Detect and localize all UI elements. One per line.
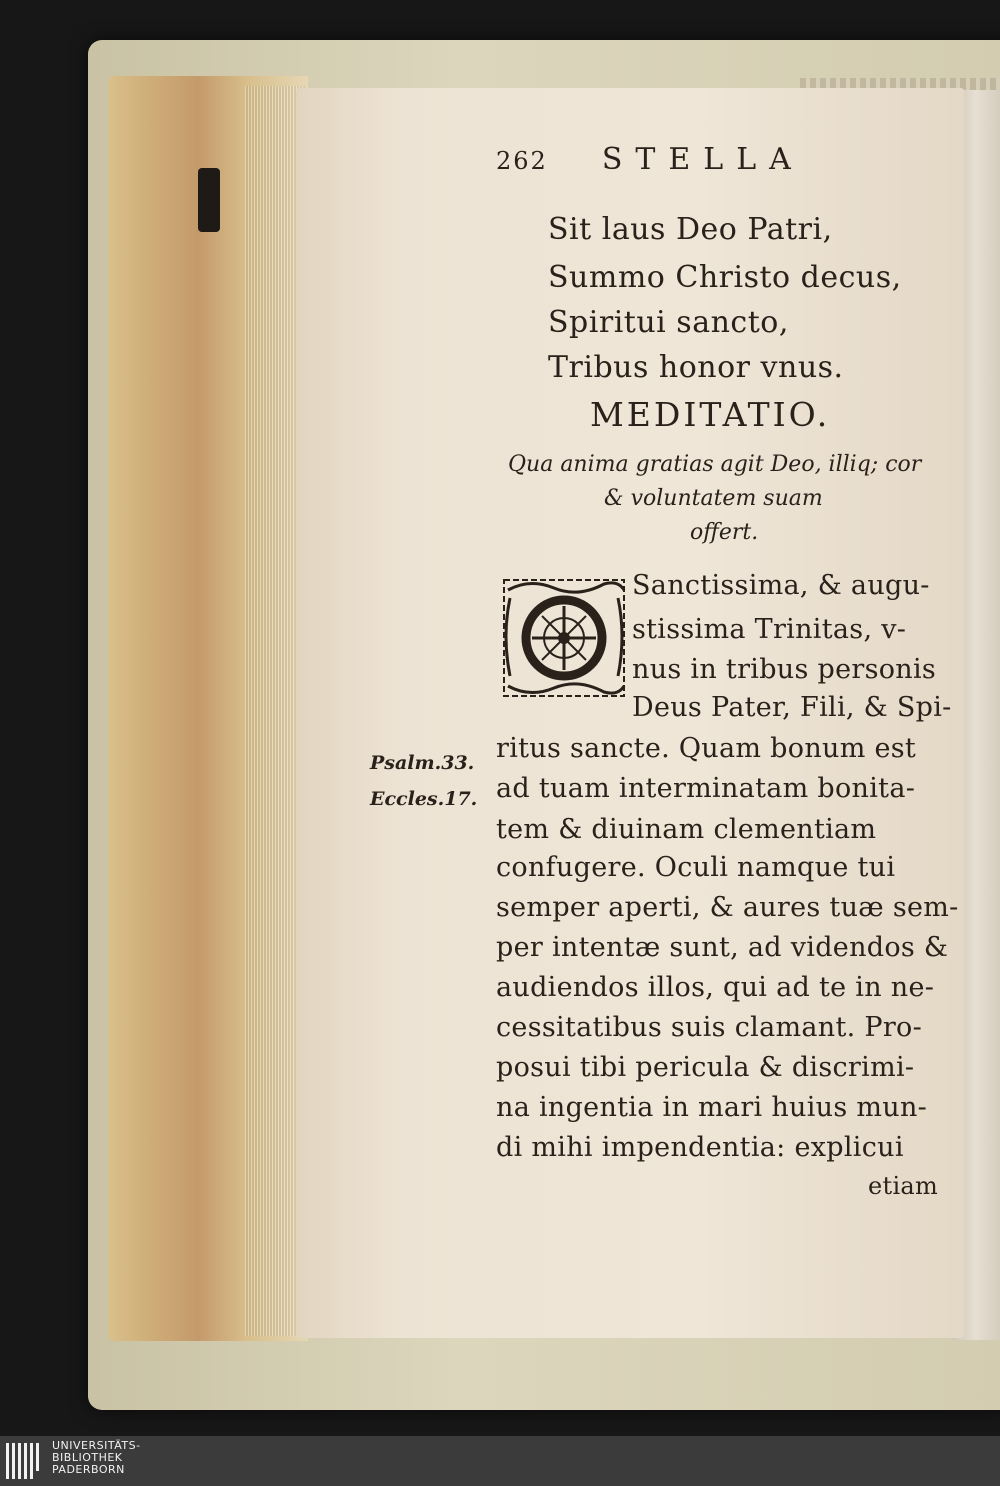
body-line: nus in tribus personis <box>632 654 937 685</box>
library-name-line: BIBLIOTHEK <box>52 1451 123 1464</box>
margin-note: Psalm.33. <box>370 752 475 774</box>
body-line: confugere. Oculi namque tui <box>496 852 896 883</box>
hymn-line: Spiritui sancto, <box>548 305 789 340</box>
initial-letter: O <box>564 648 565 649</box>
section-subtitle: & voluntatem suam <box>604 486 823 511</box>
decorated-initial <box>500 576 628 700</box>
body-line: ad tuam interminatam bonita- <box>496 773 916 804</box>
footer-bar <box>0 1436 1000 1486</box>
section-subtitle: offert. <box>690 520 759 545</box>
running-title: STELLA <box>601 142 804 177</box>
body-line: tem & diuinam clementiam <box>496 814 877 845</box>
body-line: semper aperti, & aures tuæ sem- <box>496 892 959 923</box>
body-line: Sanctissima, & augu- <box>632 570 930 601</box>
section-subtitle: Qua anima gratias agit Deo, illiq; cor <box>508 452 922 477</box>
section-heading: MEDITATIO. <box>590 395 831 434</box>
hymn-line: Tribus honor vnus. <box>548 350 844 385</box>
hymn-line: Sit laus Deo Patri, <box>548 212 833 247</box>
library-name-line: PADERBORN <box>52 1463 125 1476</box>
library-logo-icon <box>6 1441 40 1481</box>
body-line: audiendos illos, qui ad te in ne- <box>496 972 935 1003</box>
hymn-line: Summo Christo decus, <box>548 260 902 295</box>
margin-note: Eccles.17. <box>370 788 478 810</box>
catchword: etiam <box>868 1172 939 1200</box>
page-number: 262 <box>496 147 548 175</box>
body-line: ritus sancte. Quam bonum est <box>496 733 917 764</box>
body-line: cessitatibus suis clamant. Pro- <box>496 1012 923 1043</box>
edge-ink-mark <box>198 168 220 232</box>
body-line: na ingentia in mari huius mun- <box>496 1092 928 1123</box>
library-name-line: UNIVERSITÄTS- <box>52 1439 141 1452</box>
body-line: stissima Trinitas, v- <box>632 614 907 645</box>
body-line: posui tibi pericula & discrimi- <box>496 1052 915 1083</box>
body-line: di mihi impendentia: explicui <box>496 1132 904 1163</box>
body-line: per intentæ sunt, ad videndos & <box>496 932 949 963</box>
body-line: Deus Pater, Fili, & Spi- <box>632 692 952 723</box>
running-header <box>496 142 804 177</box>
